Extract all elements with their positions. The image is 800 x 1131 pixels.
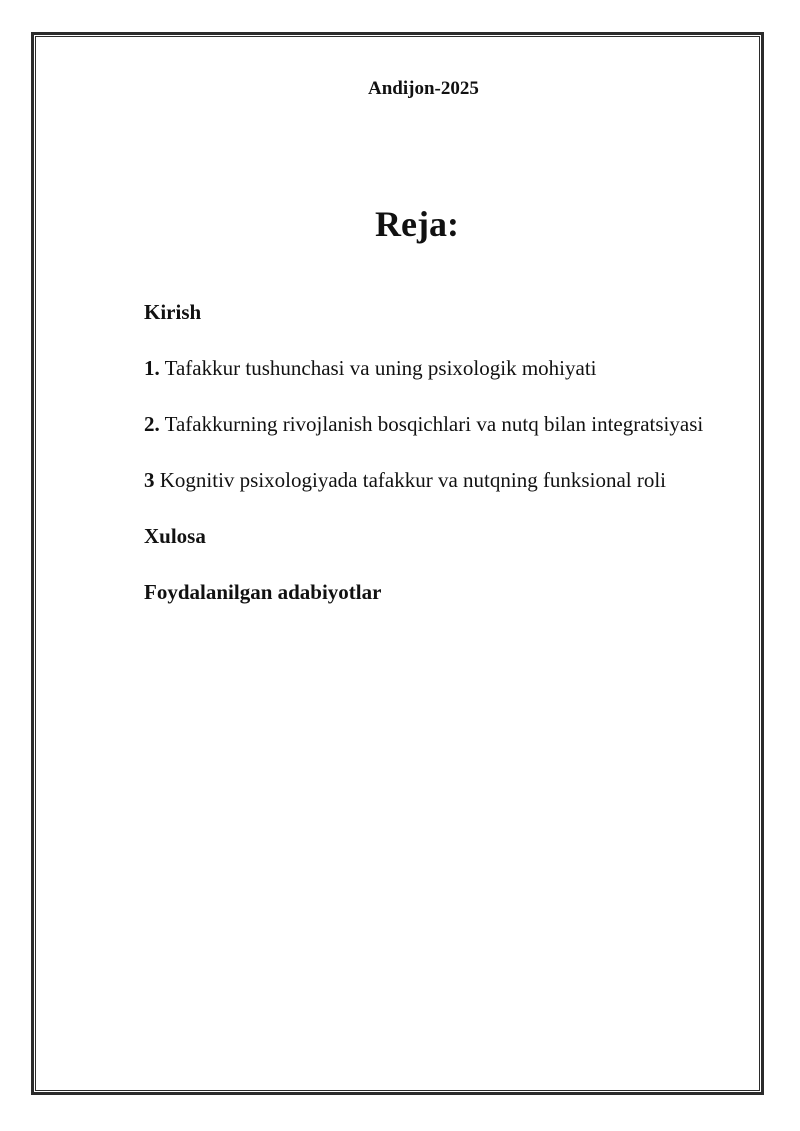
plan-item-3: [118, 452, 742, 508]
plan-item-2: [118, 396, 742, 452]
plan-item-intro: Kirish: [144, 300, 202, 324]
plan-item-number: 1.: [144, 356, 160, 380]
plan-list: [118, 284, 742, 620]
plan-item-text: Kognitiv psixologiyada tafakkur va nutqning funksional roli: [159, 468, 667, 492]
plan-item-text: Tafakkur tushunchasi va uning psixologik mohiyati: [164, 356, 597, 380]
plan-item-references: Foydalanilgan adabiyotlar: [144, 580, 382, 604]
plan-item-1: [118, 340, 742, 396]
place-year: Andijon-2025: [368, 78, 479, 99]
page-title: Reja:: [375, 204, 459, 244]
plan-item-number: 3: [144, 468, 155, 492]
plan-item-text: Tafakkurning rivojlanish bosqichlari va nutq bilan integratsiyasi: [164, 412, 704, 436]
plan-item-conclusion: Xulosa: [144, 524, 206, 548]
plan-item-number: 2.: [144, 412, 160, 436]
